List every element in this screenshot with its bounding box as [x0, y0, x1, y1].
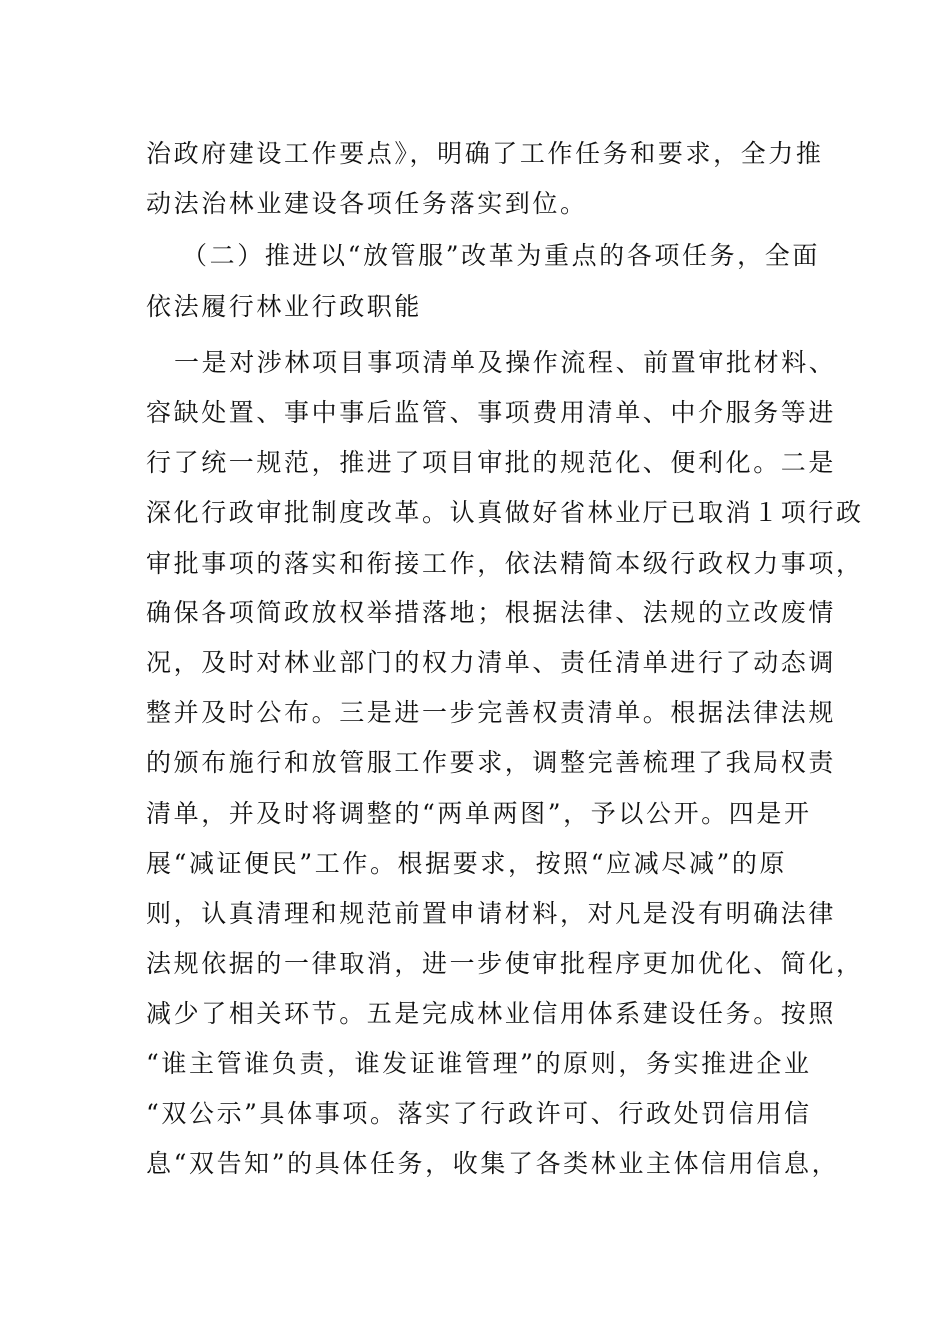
paragraph-line: 动法治林业建设各项任务落实到位。 [146, 189, 588, 218]
section-heading-line: （二）推进以“放管服”改革为重点的各项任务，全面 [182, 241, 820, 270]
paragraph-line: 治政府建设工作要点》，明确了工作任务和要求，全力推 [146, 139, 824, 168]
paragraph-line: 则，认真清理和规范前置申请材料，对凡是没有明确法律 [146, 899, 837, 928]
paragraph-line: 清单，并及时将调整的“两单两图”，予以公开。四是开 [146, 799, 812, 828]
paragraph-line: 一是对涉林项目事项清单及操作流程、前置审批材料、 [174, 348, 837, 377]
paragraph-line: 行了统一规范，推进了项目审批的规范化、便利化。二是 [146, 448, 837, 477]
paragraph-line: 展“减证便民”工作。根据要求，按照“应减尽减”的原 [146, 849, 788, 878]
paragraph-line: 的颁布施行和放管服工作要求，调整完善梳理了我局权责 [146, 748, 837, 777]
paragraph-line: 容缺处置、事中事后监管、事项费用清单、中介服务等进 [146, 398, 837, 427]
paragraph-line: 况，及时对林业部门的权力清单、责任清单进行了动态调 [146, 648, 837, 677]
paragraph-line: 法规依据的一律取消，进一步使审批程序更加优化、简化， [146, 949, 864, 978]
paragraph-line: 深化行政审批制度改革。认真做好省林业厅已取消１项行政 [146, 498, 864, 527]
paragraph-line: 息“双告知”的具体任务，收集了各类林业主体信用信息， [146, 1149, 840, 1178]
paragraph-line: “谁主管谁负责，谁发证谁管理”的原则，务实推进企业 [146, 1049, 812, 1078]
paragraph-line: “双公示”具体事项。落实了行政许可、行政处罚信用信 [146, 1099, 812, 1128]
paragraph-line: 审批事项的落实和衔接工作，依法精简本级行政权力事项， [146, 549, 864, 578]
paragraph-line: 确保各项简政放权举措落地；根据法律、法规的立改废情 [146, 598, 837, 627]
paragraph-line: 减少了相关环节。五是完成林业信用体系建设任务。按照 [146, 999, 837, 1028]
section-heading-line: 依法履行林业行政职能 [146, 292, 423, 321]
paragraph-line: 整并及时公布。三是进一步完善权责清单。根据法律法规 [146, 698, 837, 727]
